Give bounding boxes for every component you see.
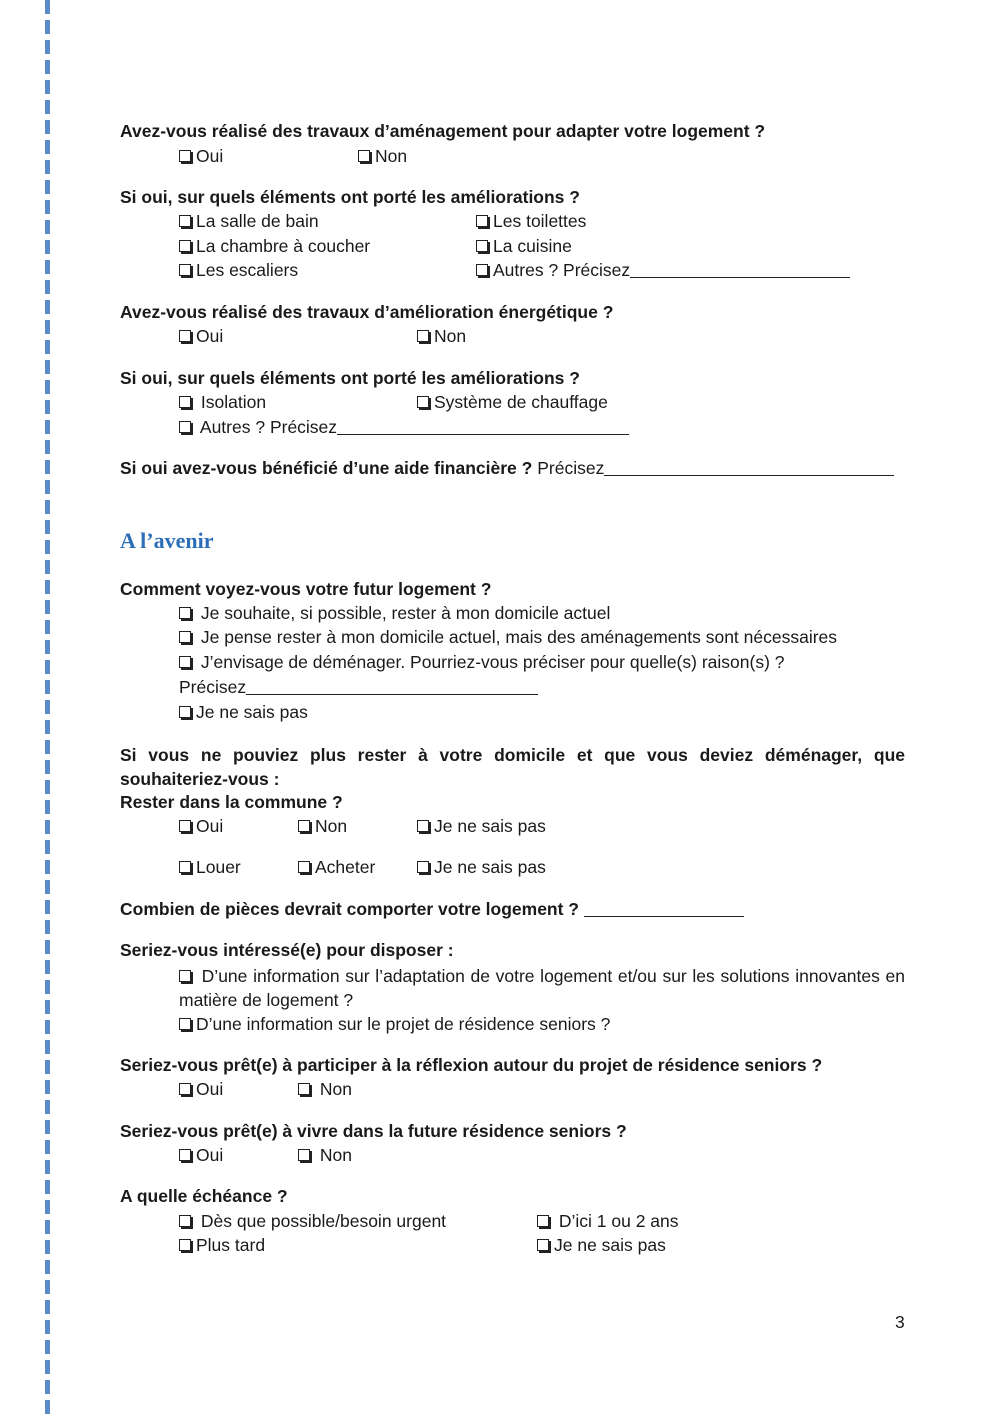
checkbox-icon <box>179 1083 191 1095</box>
checkbox-icon <box>476 215 488 227</box>
checkbox-demenager[interactable]: J’envisage de déménager. Pourriez-vous préciser pour quelle(s) raison(s) ? <box>179 652 785 673</box>
checkbox-icon <box>537 1239 549 1251</box>
checkbox-1-2-ans[interactable]: D’ici 1 ou 2 ans <box>537 1211 679 1232</box>
checkbox-icon <box>179 396 191 408</box>
checkbox-louer[interactable]: Louer <box>179 857 241 878</box>
fill-in-line[interactable] <box>337 420 629 435</box>
checkbox-des-que-possible[interactable]: Dès que possible/besoin urgent <box>179 1211 446 1232</box>
checkbox-q11-oui[interactable]: Oui <box>179 1145 223 1166</box>
checkbox-q7-non[interactable]: Non <box>298 816 347 837</box>
checkbox-icon <box>298 1083 310 1095</box>
checkbox-icon <box>476 240 488 252</box>
checkbox-icon <box>179 820 191 832</box>
checkbox-toilettes[interactable]: Les toilettes <box>476 211 586 232</box>
checkbox-q7-oui[interactable]: Oui <box>179 816 223 837</box>
checkbox-plus-tard[interactable]: Plus tard <box>179 1235 265 1256</box>
question-participer: Seriez-vous prêt(e) à participer à la réflexion autour du projet de résidence seniors ? <box>120 1055 823 1075</box>
page-margin-line <box>45 0 50 1415</box>
fill-in-line[interactable] <box>246 680 538 695</box>
checkbox-chauffage[interactable]: Système de chauffage <box>417 392 608 413</box>
checkbox-icon <box>179 264 191 276</box>
checkbox-q7-nsp-2[interactable]: Je ne sais pas <box>417 857 546 878</box>
checkbox-icon <box>179 970 191 982</box>
checkbox-icon <box>179 631 191 643</box>
checkbox-salle-bain[interactable]: La salle de bain <box>179 211 319 232</box>
checkbox-acheter[interactable]: Acheter <box>298 857 375 878</box>
section-title: A l’avenir <box>120 528 214 553</box>
checkbox-info-adaptation[interactable]: D’une information sur l’adaptation de votre logement et/ou sur les solutions innovantes en matière de logement ? <box>179 966 905 1010</box>
checkbox-icon <box>179 706 191 718</box>
checkbox-icon <box>179 330 191 342</box>
checkbox-icon <box>298 820 310 832</box>
question-rester-commune: Rester dans la commune ? <box>120 792 343 812</box>
checkbox-q1-non[interactable]: Non <box>358 146 407 167</box>
checkbox-icon <box>179 1018 191 1030</box>
checkbox-icon <box>537 1215 549 1227</box>
question-ameliorations: Si oui, sur quels éléments ont porté les améliorations ? <box>120 187 580 207</box>
checkbox-icon <box>179 240 191 252</box>
checkbox-icon <box>179 656 191 668</box>
checkbox-cuisine[interactable]: La cuisine <box>476 236 572 257</box>
checkbox-ne-sais-pas-q6[interactable]: Je ne sais pas <box>179 702 308 723</box>
checkbox-q7-nsp[interactable]: Je ne sais pas <box>417 816 546 837</box>
checkbox-info-residence[interactable]: D’une information sur le projet de résidence seniors ? <box>179 1014 610 1035</box>
checkbox-icon <box>179 607 191 619</box>
checkbox-q10-oui[interactable]: Oui <box>179 1079 223 1100</box>
question-vivre-residence: Seriez-vous prêt(e) à vivre dans la future résidence seniors ? <box>120 1121 627 1141</box>
checkbox-q1-oui[interactable]: Oui <box>179 146 223 167</box>
checkbox-q12-nsp[interactable]: Je ne sais pas <box>537 1235 666 1256</box>
question-echeance: A quelle échéance ? <box>120 1186 288 1206</box>
checkbox-q11-non[interactable]: Non <box>298 1145 352 1166</box>
checkbox-icon <box>358 150 370 162</box>
checkbox-icon <box>417 820 429 832</box>
checkbox-q3-oui[interactable]: Oui <box>179 326 223 347</box>
checkbox-amenagements[interactable]: Je pense rester à mon domicile actuel, mais des aménagements sont nécessaires <box>179 627 837 648</box>
checkbox-icon <box>476 264 488 276</box>
checkbox-icon <box>298 1149 310 1161</box>
question-futur-logement: Comment voyez-vous votre futur logement ? <box>120 579 492 599</box>
checkbox-icon <box>179 861 191 873</box>
checkbox-q10-non[interactable]: Non <box>298 1079 352 1100</box>
checkbox-icon <box>179 215 191 227</box>
checkbox-icon <box>179 1239 191 1251</box>
checkbox-rester-domicile[interactable]: Je souhaite, si possible, rester à mon domicile actuel <box>179 603 610 624</box>
checkbox-icon <box>417 330 429 342</box>
checkbox-icon <box>417 861 429 873</box>
checkbox-q3-non[interactable]: Non <box>417 326 466 347</box>
checkbox-autres-q2[interactable]: Autres ? Précisez <box>476 260 850 281</box>
checkbox-icon <box>179 1149 191 1161</box>
question-aide-financiere: Si oui avez-vous bénéficié d’une aide financière ? Précisez <box>120 458 894 479</box>
checkbox-icon <box>417 396 429 408</box>
question-energetique: Avez-vous réalisé des travaux d’amélioration énergétique ? <box>120 302 614 322</box>
checkbox-escaliers[interactable]: Les escaliers <box>179 260 298 281</box>
checkbox-isolation[interactable]: Isolation <box>179 392 266 413</box>
question-amenagement: Avez-vous réalisé des travaux d’aménagement pour adapter votre logement ? <box>120 121 766 141</box>
question-demenagement: Si vous ne pouviez plus rester à votre domicile et que vous deviez déménager, que souhaiteriez-vous : <box>120 745 905 789</box>
question-ameliorations-energetiques: Si oui, sur quels éléments ont porté les améliorations ? <box>120 368 580 388</box>
question-interesse: Seriez-vous intéressé(e) pour disposer : <box>120 940 454 960</box>
precisez-raison: Précisez <box>179 677 538 698</box>
checkbox-icon <box>179 150 191 162</box>
checkbox-autres-q4[interactable]: Autres ? Précisez <box>179 417 629 438</box>
page-number: 3 <box>895 1312 905 1332</box>
checkbox-icon <box>298 861 310 873</box>
question-pieces: Combien de pièces devrait comporter votre logement ? <box>120 899 744 920</box>
checkbox-chambre[interactable]: La chambre à coucher <box>179 236 370 257</box>
fill-in-line[interactable] <box>604 461 894 476</box>
checkbox-icon <box>179 1215 191 1227</box>
fill-in-line[interactable] <box>630 263 850 278</box>
fill-in-line[interactable] <box>584 902 744 917</box>
checkbox-icon <box>179 421 191 433</box>
